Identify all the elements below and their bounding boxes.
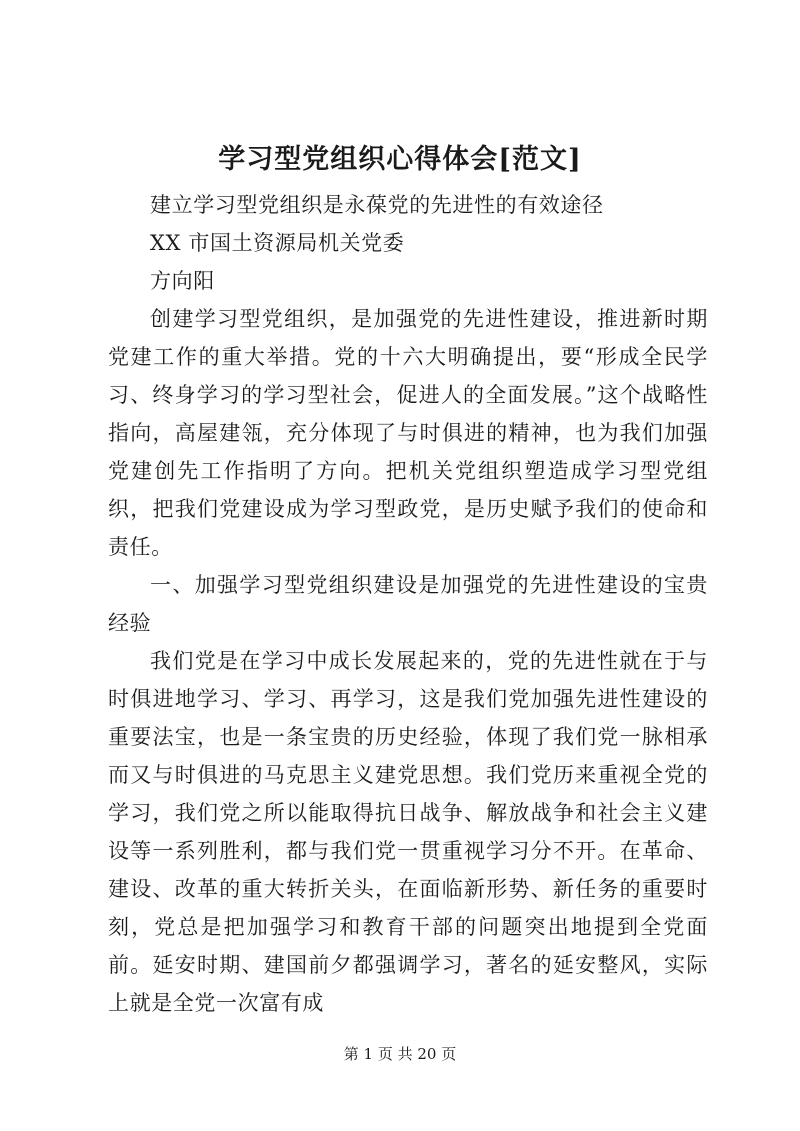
document-subtitle: 建立学习型党组织是永葆党的先进性的有效途径 — [150, 193, 604, 217]
document-organization: XX 市国土资源局机关党委 — [150, 231, 405, 255]
document-author: 方向阳 — [150, 269, 215, 293]
document-body — [108, 186, 708, 1022]
page-footer: 第 1 页 共 20 页 — [343, 1045, 457, 1063]
paragraph-intro: 创建学习型党组织，是加强党的先进性建设，推进新时期党建工作的重大举措。党的十六大明确提出，要“形成全民学习、终身学习的学习型社会，促进人的全面发展。”这个战略性指向，高屋建瓴，充分体现了与时俱进的精神，也为我们加强党建创先工作指明了方向。把机关党组织塑造成学习型党组织，把我们党建设成为学习型政党，是历史赋予我们的使命和责任。 — [108, 307, 708, 559]
section-heading-1: 一、加强学习型党组织建设是加强党的先进性建设的宝贵经验 — [108, 573, 708, 635]
document-title: 学习型党组织心得体会[范文] — [218, 144, 582, 175]
paragraph-section-1: 我们党是在学习中成长发展起来的，党的先进性就在于与时俱进地学习、学习、再学习，这是我们党加强先进性建设的重要法宝，也是一条宝贵的历史经验，体现了我们党一脉相承而又与时俱进的马克思主义建党思想。我们党历来重视全党的学习，我们党之所以能取得抗日战争、解放战争和社会主义建设等一系列胜利，都与我们党一贯重视学习分不开。在革命、建设、改革的重大转折关头，在面临新形势、新任务的重要时刻，党总是把加强学习和教育干部的问题突出地提到全党面前。延安时期、建国前夕都强调学习，著名的延安整风，实际上就是全党一次富有成 — [108, 649, 708, 1015]
